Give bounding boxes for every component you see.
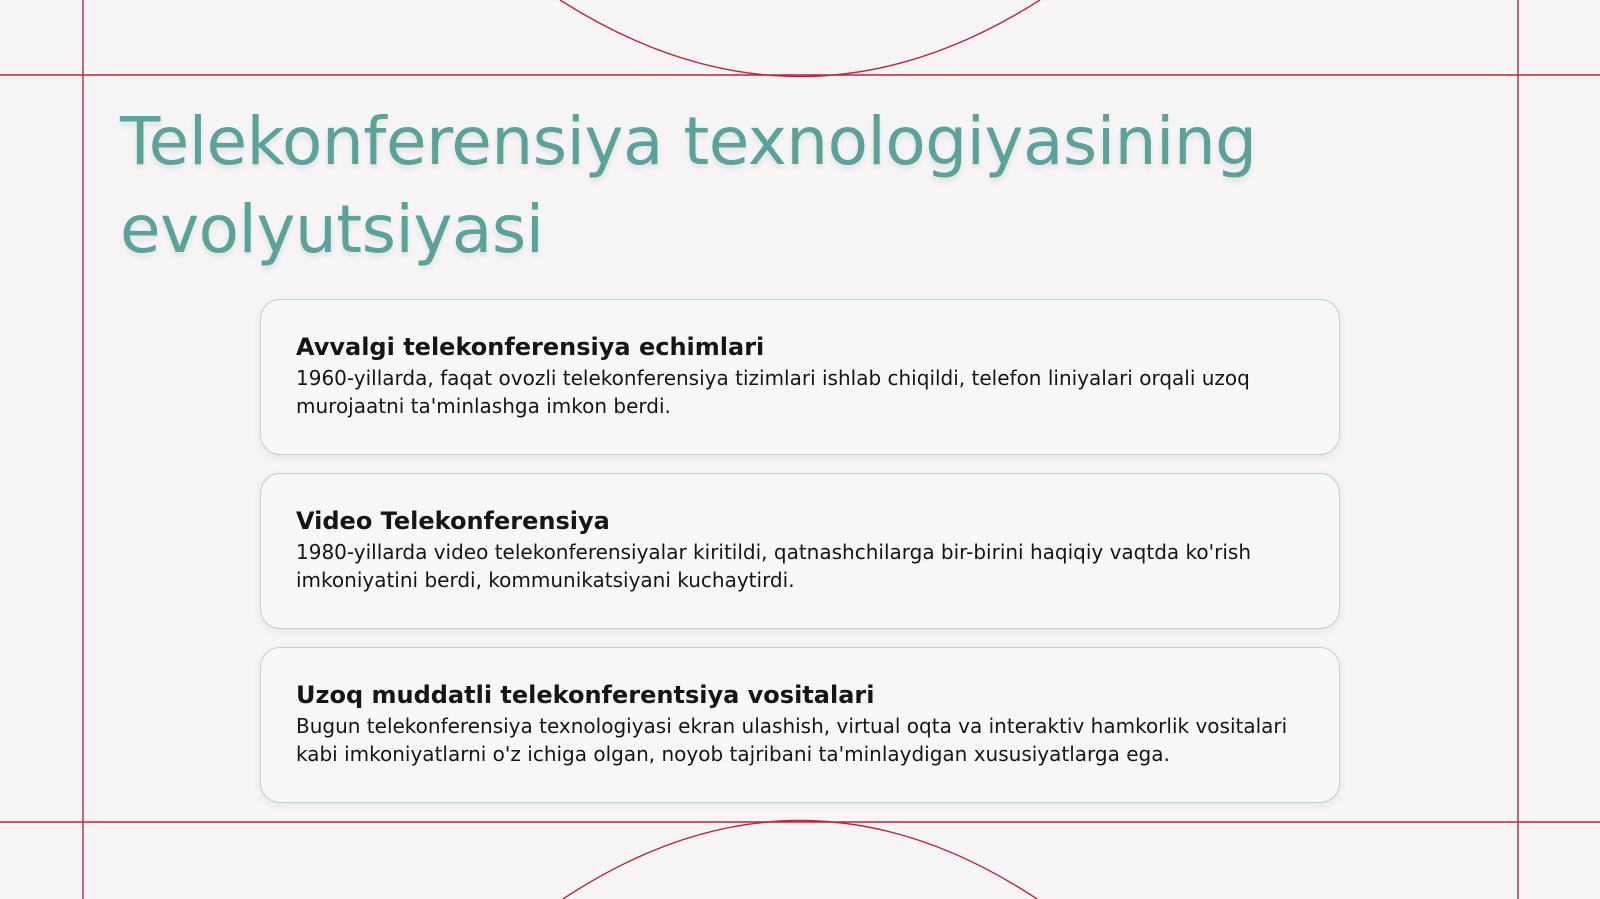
bottom-arc-decoration (563, 821, 1037, 899)
content-card (260, 299, 1340, 455)
content-cards (260, 299, 1340, 821)
card-description: 1960-yillarda, faqat ovozli telekonferensiya tizimlari ishlab chiqildi, telefon liniyalari orqali uzoq murojaatni ta'minlashga imkon berdi. (296, 366, 1250, 418)
card-title: Avvalgi telekonferensiya echimlari (296, 333, 765, 361)
card-description: Bugun telekonferensiya texnologiyasi ekran ulashish, virtual oqta va interaktiv hamkorlik vositalari kabi imkoniyatlarni o'z ichiga olgan, noyob tajribani ta'minlaydigan xususiyatlarga ega. (296, 714, 1288, 766)
slide-title: Telekonferensiya texnologiyasining evolyutsiyasi (120, 103, 1257, 268)
card-title: Uzoq muddatli telekonferentsiya vositalari (296, 681, 875, 709)
card-description: 1980-yillarda video telekonferensiyalar kiritildi, qatnashchilarga bir-birini haqiqiy vaqtda ko'rish imkoniyatini berdi, kommunikatsiyani kuchaytirdi. (296, 540, 1252, 592)
content-card (260, 647, 1340, 803)
top-arc-decoration (560, 0, 1040, 77)
content-card (260, 473, 1340, 629)
card-title: Video Telekonferensiya (296, 507, 610, 535)
